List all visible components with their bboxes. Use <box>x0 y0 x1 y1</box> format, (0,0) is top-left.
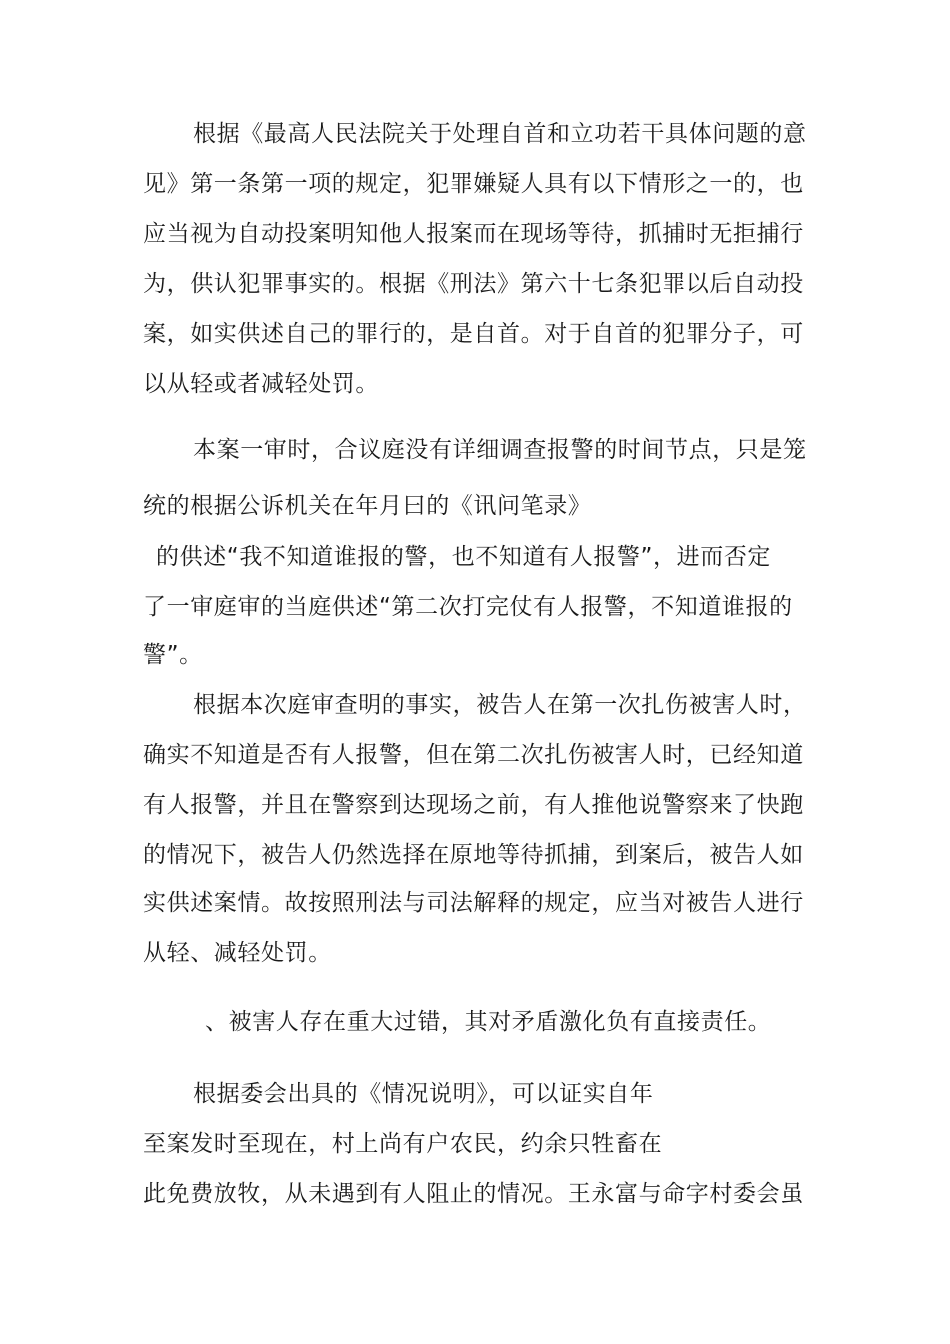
paragraph-2-line-2: 统的根据公诉机关在年月曰的《讯问笔录》 <box>143 493 592 519</box>
paragraph-4-line-1: 、被害人存在重大过错，其对矛盾激化负有直接责任。 <box>205 1009 772 1035</box>
paragraph-2-line-3: 的供述“我不知道谁报的警，也不知道有人报警”，进而否定 <box>156 544 772 570</box>
paragraph-3-line-5: 实供述案情。故按照刑法与司法解释的规定，应当对被告人进行 <box>143 890 804 916</box>
paragraph-1-line-6: 以从轻或者减轻处罚。 <box>143 371 379 397</box>
paragraph-1-line-3: 应当视为自动投案明知他人报案而在现场等待，抓捕时无拒捕行 <box>143 221 804 247</box>
paragraph-5-line-1: 根据委会出具的《情况说明》，可以证实自年 <box>193 1081 654 1107</box>
paragraph-5-line-2: 至案发时至现在，村上尚有户农民，约余只牲畜在 <box>143 1131 663 1157</box>
paragraph-3-line-4: 的情况下，被告人仍然选择在原地等待抓捕，到案后，被告人如 <box>143 842 804 868</box>
paragraph-1-line-4: 为，供认犯罪事实的。根据《刑法》第六十七条犯罪以后自动投 <box>143 271 804 297</box>
paragraph-5-line-3: 此免费放牧，从未遇到有人阻止的情况。王永富与命字村委会虽 <box>143 1181 804 1207</box>
paragraph-3-line-6: 从轻、减轻处罚。 <box>143 940 332 966</box>
paragraph-1-line-1: 根据《最高人民法院关于处理自首和立功若干具体问题的意 <box>193 121 807 147</box>
paragraph-2-line-5: 警”。 <box>143 642 203 668</box>
paragraph-2-line-1: 本案一审时，合议庭没有详细调查报警的时间节点，只是笼 <box>193 437 807 463</box>
paragraph-3-line-3: 有人报警，并且在警察到达现场之前，有人推他说警察来了快跑 <box>143 792 804 818</box>
paragraph-1-line-2: 见》第一条第一项的规定，犯罪嫌疑人具有以下情形之一的，也 <box>143 171 804 197</box>
paragraph-3-line-2: 确实不知道是否有人报警，但在第二次扎伤被害人时，已经知道 <box>143 742 804 768</box>
paragraph-2-line-4: 了一审庭审的当庭供述“第二次打完仗有人报警，不知道谁报的 <box>143 594 793 620</box>
paragraph-1-line-5: 案，如实供述自己的罪行的，是自首。对于自首的犯罪分子，可 <box>143 321 804 347</box>
paragraph-3-line-1: 根据本次庭审查明的事实，被告人在第一次扎伤被害人时， <box>193 692 807 718</box>
